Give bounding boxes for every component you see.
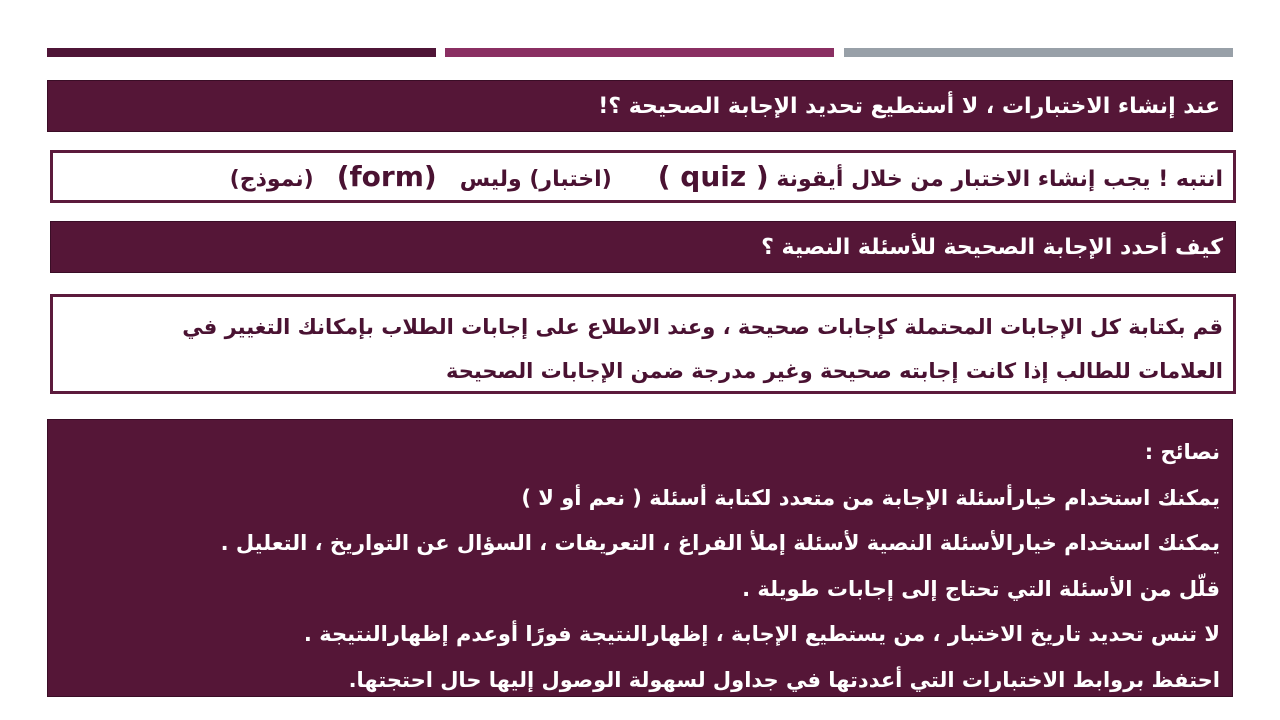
tips-title: نصائح :: [1144, 440, 1220, 464]
answer-box: [50, 294, 1236, 394]
accent-stripe-gray: [844, 48, 1233, 57]
warning-text-1: انتبه ! يجب إنشاء الاختبار من خلال أيقونة: [776, 167, 1223, 192]
tip-item: يمكنك استخدام خيارأسئلة الإجابة من متعدد لكتابة أسئلة ( نعم أو لا ): [521, 485, 1220, 510]
heading-question-box: [47, 80, 1233, 132]
accent-stripe-dark: [47, 48, 436, 57]
tip-item: احتفظ بروابط الاختبارات التي أعددتها في جداول لسهولة الوصول إليها حال احتجتها.: [348, 667, 1220, 692]
tip-item: يمكنك استخدام خيارالأسئلة النصية لأسئلة إملأ الفراغ ، التعريفات ، السؤال عن التواريخ ، التعليل .: [220, 531, 1220, 555]
heading-question: عند إنشاء الاختبارات ، لا أستطيع تحديد الإجابة الصحيحة ؟!: [598, 94, 1220, 119]
answer-line: العلامات للطالب إذا كانت إجابته صحيحة وغير مدرجة ضمن الإجابات الصحيحة: [445, 359, 1223, 383]
answer-line: قم بكتابة كل الإجابات المحتملة كإجابات صحيحة ، وعند الاطلاع على إجابات الطلاب بإمكانك التغيير في: [182, 315, 1223, 339]
tips-box: [47, 419, 1233, 697]
form-label: (form): [336, 160, 437, 193]
text-question-heading-box: [50, 221, 1236, 273]
warning-box: [50, 150, 1236, 203]
warning-text-2: (اختبار) وليس: [459, 167, 612, 192]
warning-text-3: (نموذج): [229, 167, 314, 192]
tip-item: قلّل من الأسئلة التي تحتاج إلى إجابات طويلة .: [742, 576, 1220, 601]
accent-stripe-magenta: [445, 48, 834, 57]
quiz-label: ( quiz ): [657, 160, 769, 193]
tip-item: لا تنس تحديد تاريخ الاختبار ، من يستطيع الإجابة ، إظهارالنتيجة فورًا أوعدم إظهارالنتيجة .: [303, 622, 1220, 646]
text-question-heading: كيف أحدد الإجابة الصحيحة للأسئلة النصية ؟: [761, 235, 1223, 260]
